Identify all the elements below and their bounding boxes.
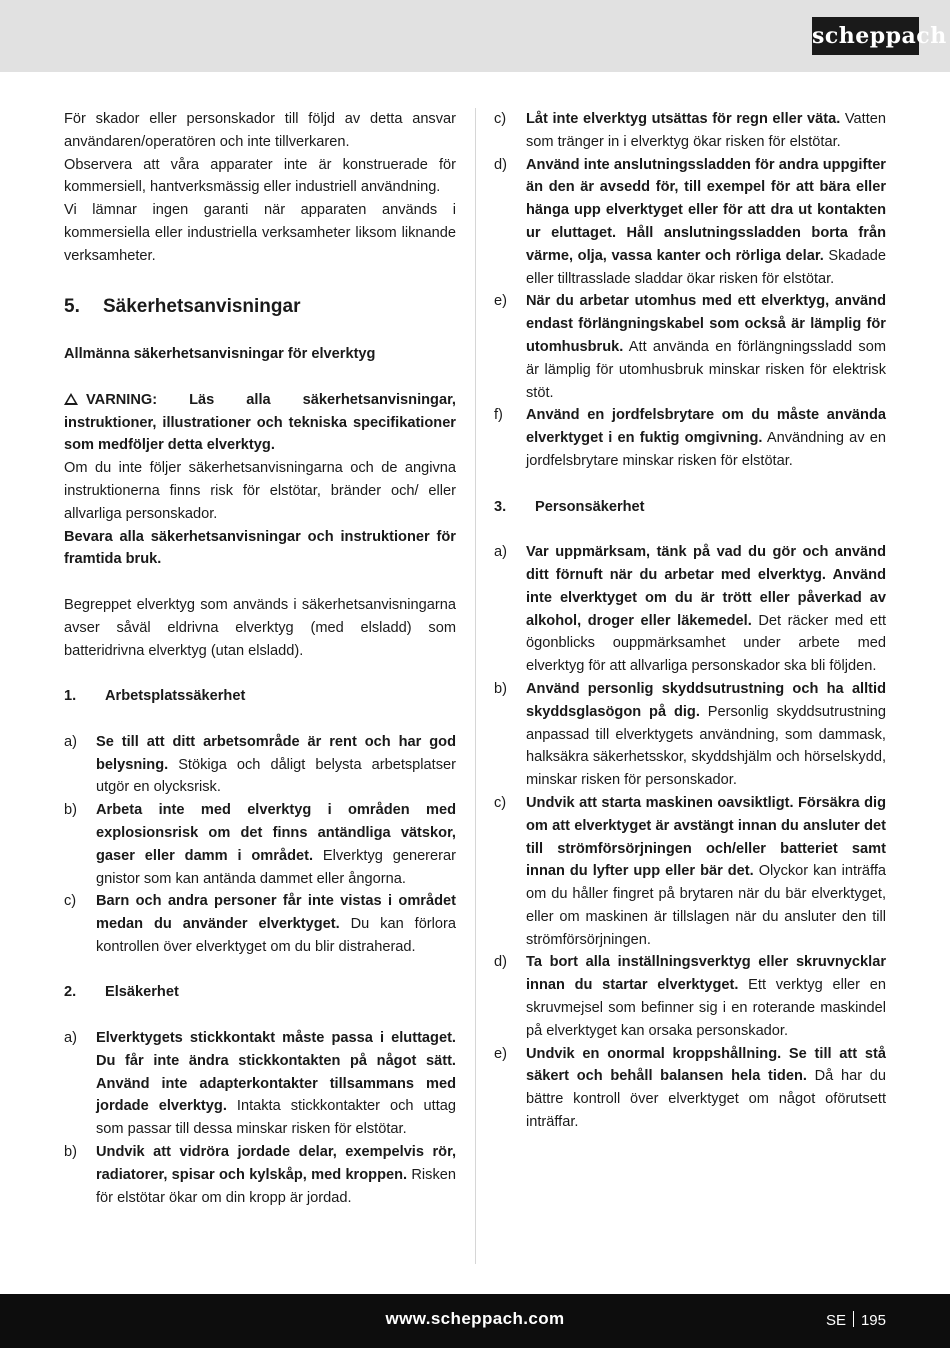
item-list bbox=[64, 731, 456, 959]
list-item bbox=[64, 799, 456, 890]
intro-paragraph: Vi lämnar ingen garanti när apparaten används i kommersiella eller industriella verksamheter liksom liknande verksamheter. bbox=[64, 202, 456, 264]
item-label: e) bbox=[494, 1045, 507, 1062]
item-plain-text: Personlig skyddsutrustning anpassad till elverktygets användning, som dammask, halksäkra säkerhetsskor, skyddshjälm och hörselskydd, minskar risken för personskador. bbox=[526, 703, 886, 789]
item-text bbox=[96, 1141, 456, 1209]
item-label: a) bbox=[494, 544, 507, 561]
item-label: d) bbox=[494, 954, 507, 971]
intro-paragraph: För skador eller personskador till följd av detta ansvar användaren/operatören och inte tillverkaren. bbox=[64, 111, 456, 150]
intro-paragraph: Observera att våra apparater inte är konstruerade för kommersiell, hantverksmässig eller industriell användning. bbox=[64, 156, 456, 196]
list-item bbox=[64, 1027, 456, 1141]
left-column bbox=[64, 108, 456, 1209]
item-label: c) bbox=[64, 893, 77, 910]
warning-bold: VARNING: Läs alla säkerhetsanvisningar, instruktioner, illustrationer och tekniska specifikationer som medföljer detta elverktyg. bbox=[64, 391, 456, 454]
column-divider bbox=[475, 108, 476, 1264]
term-paragraph: Begreppet elverktyg som används i säkerhetsanvisningarna avser såväl eldrivna elverktyg (med elsladd) som batteridrivna elverktyg (utan elsladd). bbox=[64, 596, 456, 659]
item-text bbox=[96, 731, 456, 799]
list-item bbox=[494, 678, 886, 792]
warning-triangle-icon bbox=[64, 393, 78, 405]
item-text bbox=[526, 678, 886, 792]
subsection-heading: 2. Elsäkerhet bbox=[64, 984, 179, 1001]
item-bold-text: Använd en jordfelsbrytare om du måste använda elverktyget i en fuktig omgivning. bbox=[526, 407, 886, 447]
item-bold-text: Använd personlig skyddsutrustning och ha alltid skyddsglasögon på dig. bbox=[526, 680, 886, 720]
section-heading bbox=[64, 294, 456, 320]
item-list bbox=[494, 108, 886, 473]
item-plain-text: Elverktyg genererar gnistor som kan antända dammet eller ångorna. bbox=[96, 847, 456, 887]
list-item bbox=[494, 951, 886, 1042]
item-bold-text: Undvik att starta maskinen oavsiktligt. Försäkra dig om att elverktyget är avstängt innan du ansluter det till strömförsörjningen och/eller batteriet samt innan du lyfter upp eller bär det. bbox=[526, 794, 886, 880]
list-item bbox=[494, 154, 886, 291]
website-link[interactable]: www.scheppach.com bbox=[385, 1309, 565, 1328]
subsection-heading: 3. Personsäkerhet bbox=[494, 498, 645, 515]
header-bar bbox=[0, 0, 950, 72]
item-bold-text: Elverktygets stickkontakt måste passa i eluttaget. Du får inte ändra stickkontakten på något sätt. Använd inte adapterkontakter tillsammans med jordade elverktyg. bbox=[96, 1030, 456, 1115]
item-label: a) bbox=[64, 733, 77, 750]
item-bold-text: Se till att ditt arbetsområde är rent och har god belysning. bbox=[96, 733, 456, 773]
item-plain-text: Skadade eller tilltrasslade sladdar ökar risken för elstötar. bbox=[526, 247, 886, 287]
section-number: 5. bbox=[64, 296, 80, 318]
item-list bbox=[64, 1027, 456, 1209]
item-label: c) bbox=[494, 794, 507, 811]
item-plain-text: Risken för elstötar ökar om din kropp är jordad. bbox=[96, 1166, 456, 1206]
subheading: Allmänna säkerhetsanvisningar för elverktyg bbox=[64, 346, 376, 363]
item-label: f) bbox=[494, 407, 503, 424]
item-plain-text: Att använda en förlängningssladd som är lämplig för utomhusbruk minskar risken för elektrisk stöt. bbox=[526, 338, 886, 401]
item-text bbox=[526, 541, 886, 678]
list-item bbox=[494, 541, 886, 678]
item-label: c) bbox=[494, 111, 507, 127]
item-plain-text: Du kan förlora kontrollen över elverktyget om du blir distraherad. bbox=[96, 916, 457, 955]
item-list bbox=[494, 541, 886, 1134]
item-plain-text: Vatten som tränger in i elverktyg ökar risken för elstötar. bbox=[526, 111, 886, 150]
item-plain-text: Intakta stickkontakter och uttag som passar till dessa minskar risken för elstötar. bbox=[96, 1098, 456, 1138]
right-column bbox=[494, 108, 886, 1134]
item-plain-text: Olyckor kan inträffa om du håller fingret på brytaren när du bär elverktyget, eller om maskinen är tillslagen när du ansluter den till strömförsörjningen. bbox=[526, 863, 886, 948]
list-item bbox=[64, 731, 456, 799]
item-bold-text: När du arbetar utomhus med ett elverktyg, använd endast förlängningskabel som också är lämplig för utomhusbruk. bbox=[526, 293, 886, 355]
item-text bbox=[526, 404, 886, 472]
warning-paragraph bbox=[64, 389, 456, 457]
item-text bbox=[526, 108, 886, 154]
item-label: a) bbox=[64, 1030, 77, 1047]
item-bold-text: Arbeta inte med elverktyg i områden med explosionsrisk om det finns antändliga vätskor, gaser eller damm i området. bbox=[96, 802, 456, 864]
list-item bbox=[494, 792, 886, 952]
item-plain-text: Det räcker med ett ögonblicks ouppmärksamhet under arbete med elverktyg för att allvarliga personskador ska bli följden. bbox=[526, 612, 886, 675]
list-item bbox=[494, 404, 886, 472]
list-item bbox=[64, 890, 456, 958]
language-code: SE bbox=[825, 1312, 846, 1329]
list-item bbox=[494, 1043, 886, 1134]
item-plain-text: Användning av en jordfelsbrytare minskar risken för elstötar. bbox=[526, 430, 886, 469]
item-plain-text: Ett verktyg eller en skruvmejsel som befinner sig i en roterande maskindel på elverktyget kan orsaka personskador. bbox=[526, 977, 886, 1039]
item-text bbox=[96, 799, 456, 890]
list-item bbox=[494, 290, 886, 404]
item-text bbox=[526, 951, 886, 1042]
item-text bbox=[526, 154, 886, 291]
warning-text: Om du inte följer säkerhetsanvisningarna och de angivna instruktionerna finns risk för elstötar, bränder och/ eller allvarliga personskador. bbox=[64, 460, 456, 522]
item-label: b) bbox=[64, 802, 77, 819]
item-bold-text: Ta bort alla inställningsverktyg eller skruvnycklar innan du startar elverktyget. bbox=[526, 954, 886, 994]
item-text bbox=[526, 290, 886, 404]
item-bold-text: Var uppmärksam, tänk på vad du gör och använd ditt förnuft när du arbetar med elverktyg. Använd inte elverktyget om du är trött eller påverkad av alkohol, droger eller läkemedel. bbox=[526, 544, 886, 629]
item-bold-text: Undvik en onormal kroppshållning. Se till att stå säkert och behåll balansen hela tiden. bbox=[526, 1045, 886, 1085]
item-label: b) bbox=[494, 680, 507, 697]
item-text bbox=[96, 890, 456, 958]
keep-instructions: Bevara alla säkerhetsanvisningar och instruktioner för framtida bruk. bbox=[64, 528, 456, 568]
item-bold-text: Barn och andra personer får inte vistas i området medan du använder elverktyget. bbox=[96, 893, 456, 933]
page-number: 195 bbox=[860, 1312, 886, 1329]
subsection-heading: 1. Arbetsplatssäkerhet bbox=[64, 688, 246, 705]
footer-bar bbox=[0, 1294, 950, 1348]
item-text bbox=[96, 1027, 456, 1141]
item-text bbox=[526, 1043, 886, 1134]
list-item bbox=[64, 1141, 456, 1209]
list-item bbox=[494, 108, 886, 154]
item-bold-text: Låt inte elverktyg utsättas för regn eller väta. bbox=[526, 111, 841, 127]
item-plain-text: Då har du bättre kontroll över elverktyget om något oförutsett inträffar. bbox=[526, 1068, 886, 1131]
item-plain-text: Stökiga och dåligt belysta arbetsplatser utgör en olycksrisk. bbox=[96, 756, 456, 796]
item-label: d) bbox=[494, 156, 507, 173]
scheppach-logo: scheppach bbox=[812, 17, 919, 55]
item-label: b) bbox=[64, 1144, 77, 1161]
page-indicator bbox=[826, 1311, 886, 1329]
item-bold-text: Undvik att vidröra jordade delar, exempelvis rör, radiatorer, spisar och kylskåp, med kroppen. bbox=[96, 1144, 456, 1183]
item-label: e) bbox=[494, 293, 507, 310]
item-text bbox=[526, 792, 886, 952]
item-bold-text: Använd inte anslutningssladden för andra uppgifter än den är avsedd för, till exempel för att bära eller hänga upp elverktyget eller för att dra ut kontakten ur eluttaget. Håll anslutningssladden borta från värme, olja, vassa kanter och rörliga delar. bbox=[526, 156, 886, 264]
section-title: Säkerhetsanvisningar bbox=[103, 296, 301, 318]
